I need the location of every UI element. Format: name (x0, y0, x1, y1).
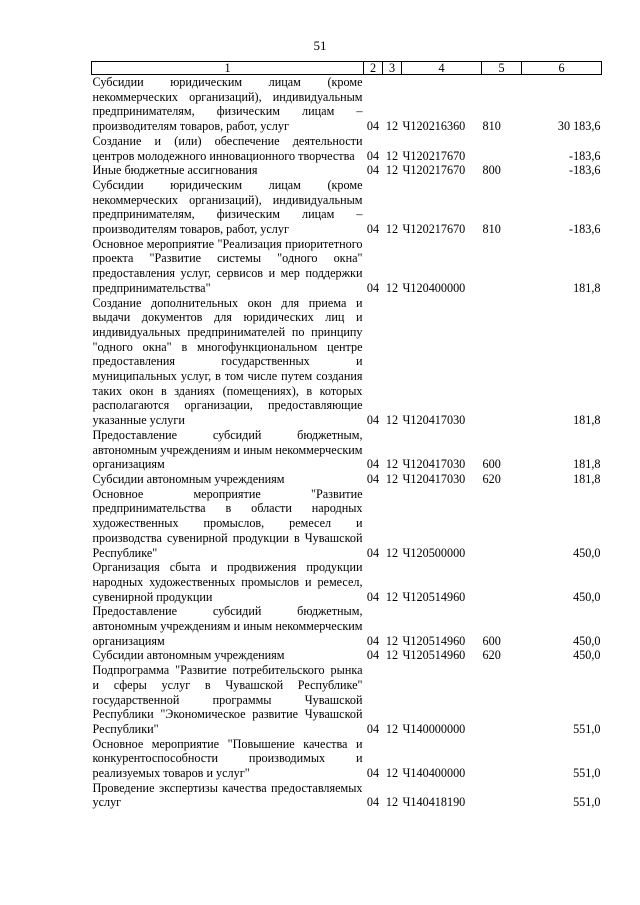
section-cell: 04 (366, 795, 380, 810)
section-cell: 04 (366, 119, 380, 134)
target-article-cell: Ч120217670 (402, 163, 466, 178)
expense-type-cell: 810 (482, 119, 501, 134)
section-cell: 04 (366, 545, 380, 560)
table-row (92, 428, 602, 472)
target-article-cell: Ч120217670 (402, 148, 466, 163)
target-article-cell: Ч120216360 (402, 119, 466, 134)
item-name-cell: Субсидии юридическим лицам (кроме некоммерческих организаций), индивидуальным предпринимателям, физическим лицам – производителям товаров, работ, услуг (92, 75, 363, 134)
target-article-cell: Ч120514960 (402, 589, 466, 604)
table-row (92, 560, 602, 604)
expense-type-cell (482, 237, 522, 296)
section-cell: 04 (366, 413, 380, 428)
target-article-cell: Ч120400000 (402, 280, 466, 295)
expense-type-cell: 620 (482, 648, 501, 663)
section-cell: 04 (366, 721, 380, 736)
expense-type-cell (482, 781, 522, 810)
target-article-cell: Ч120514960 (402, 633, 466, 648)
table-row (92, 604, 602, 648)
amount-cell: 450,0 (573, 545, 601, 560)
subsection-cell: 12 (385, 633, 399, 648)
table-row (92, 663, 602, 737)
amount-cell: -183,6 (569, 163, 601, 178)
subsection-cell: 12 (385, 471, 399, 486)
item-name-cell: Иные бюджетные ассигнования (92, 163, 258, 178)
target-article-cell: Ч120417030 (402, 413, 466, 428)
section-cell: 04 (366, 457, 380, 472)
table-row (92, 163, 602, 178)
column-header-1: 1 (92, 62, 364, 75)
section-cell: 04 (366, 648, 380, 663)
amount-cell: -183,6 (569, 148, 601, 163)
column-header-2: 2 (364, 62, 383, 75)
table-row (92, 178, 602, 237)
item-name-cell: Создание дополнительных окон для приема и выдачи документов для юридических лиц и индивидуальных предпринимателей по принципу "одного окна" в многофункциональном центре предоставления государственных и муниципальных услуг, в том числе путем создания таких окон в зданиях (помещениях), в которых располагаются организации, предоставляющие указанные услуги (92, 295, 363, 428)
section-cell: 04 (366, 589, 380, 604)
target-article-cell: Ч140418190 (402, 795, 466, 810)
table-row (92, 237, 602, 296)
target-article-cell: Ч120217670 (402, 222, 466, 237)
target-article-cell: Ч120500000 (402, 545, 466, 560)
item-name-cell: Субсидии юридическим лицам (кроме некоммерческих организаций), индивидуальным предпринимателям, физическим лицам – производителям товаров, работ, услуг (92, 177, 363, 237)
amount-cell: 450,0 (573, 633, 601, 648)
table-row (92, 472, 602, 487)
amount-cell: -183,6 (569, 222, 601, 237)
expense-type-cell (482, 560, 522, 604)
table-row (92, 648, 602, 663)
target-article-cell: Ч120417030 (402, 471, 466, 486)
subsection-cell: 12 (385, 457, 399, 472)
table-row (92, 737, 602, 781)
amount-cell: 450,0 (573, 589, 601, 604)
expense-type-cell (482, 737, 522, 781)
amount-cell: 181,8 (573, 457, 601, 472)
section-cell: 04 (366, 280, 380, 295)
subsection-cell: 12 (385, 413, 399, 428)
item-name-cell: Основное мероприятие "Развитие предпринимательства в области народных художественных промыслов, ремесел и производства сувенирной продукции в Чувашской Республике" (92, 486, 363, 560)
subsection-cell: 12 (385, 766, 399, 781)
page-number: 51 (313, 38, 327, 53)
section-cell: 04 (366, 766, 380, 781)
expense-type-cell (482, 663, 522, 737)
amount-cell: 30 183,6 (557, 119, 601, 134)
amount-cell: 450,0 (573, 648, 601, 663)
item-name-cell: Проведение экспертизы качества предоставляемых услуг (92, 780, 363, 810)
amount-cell: 181,8 (573, 280, 601, 295)
expense-type-cell: 620 (482, 471, 501, 486)
section-cell: 04 (366, 163, 380, 178)
item-name-cell: Создание и (или) обеспечение деятельности центров молодежного инновационного творчества (92, 133, 363, 163)
amount-cell: 181,8 (573, 413, 601, 428)
column-header-6: 6 (522, 62, 602, 75)
target-article-cell: Ч140400000 (402, 766, 466, 781)
item-name-cell: Подпрограмма "Развитие потребительского рынка и сферы услуг в Чувашской Республике" государственной программы Чувашской Республики "Экономическое развитие Чувашской Республики" (92, 663, 363, 736)
expense-type-cell: 600 (482, 633, 501, 648)
budget-table (91, 61, 602, 810)
subsection-cell: 12 (385, 119, 399, 134)
column-header-3: 3 (383, 62, 402, 75)
table-row (92, 487, 602, 561)
subsection-cell: 12 (385, 280, 399, 295)
amount-cell: 551,0 (573, 795, 601, 810)
expense-type-cell (482, 134, 522, 163)
section-cell: 04 (366, 222, 380, 237)
subsection-cell: 12 (385, 795, 399, 810)
column-header-5: 5 (482, 62, 522, 75)
target-article-cell: Ч140000000 (402, 721, 466, 736)
expense-type-cell (482, 296, 522, 428)
column-header-4: 4 (402, 62, 482, 75)
section-cell: 04 (366, 471, 380, 486)
subsection-cell: 12 (385, 163, 399, 178)
item-name-cell: Субсидии автономным учреждениям (92, 471, 285, 486)
table-row (92, 134, 602, 163)
amount-cell: 551,0 (573, 721, 601, 736)
item-name-cell: Основное мероприятие "Реализация приоритетного проекта "Развитие системы "одного окна" предоставления услуг, сервисов и мер поддержки предпринимательства" (92, 236, 363, 295)
item-name-cell: Организация сбыта и продвижения продукции народных художественных промыслов и ремесел, сувенирной продукции (92, 560, 363, 604)
item-name-cell: Субсидии автономным учреждениям (92, 648, 285, 663)
subsection-cell: 12 (385, 589, 399, 604)
subsection-cell: 12 (385, 648, 399, 663)
amount-cell: 181,8 (573, 471, 601, 486)
expense-type-cell: 800 (482, 163, 501, 178)
section-cell: 04 (366, 148, 380, 163)
table-row (92, 296, 602, 428)
subsection-cell: 12 (385, 545, 399, 560)
item-name-cell: Основное мероприятие "Повышение качества и конкурентоспособности производимых и реализуемых товаров и услуг" (92, 736, 363, 781)
expense-type-cell (482, 487, 522, 561)
subsection-cell: 12 (385, 222, 399, 237)
subsection-cell: 12 (385, 721, 399, 736)
table-row (92, 781, 602, 810)
subsection-cell: 12 (385, 148, 399, 163)
target-article-cell: Ч120514960 (402, 648, 466, 663)
expense-type-cell: 600 (482, 457, 501, 472)
item-name-cell: Предоставление субсидий бюджетным, автономным учреждениям и иным некоммерческим организациям (92, 604, 363, 648)
target-article-cell: Ч120417030 (402, 457, 466, 472)
table-header-row (92, 62, 602, 75)
table-row (92, 75, 602, 134)
section-cell: 04 (366, 633, 380, 648)
expense-type-cell: 810 (482, 222, 501, 237)
amount-cell: 551,0 (573, 766, 601, 781)
item-name-cell: Предоставление субсидий бюджетным, автономным учреждениям и иным некоммерческим организациям (92, 427, 363, 472)
